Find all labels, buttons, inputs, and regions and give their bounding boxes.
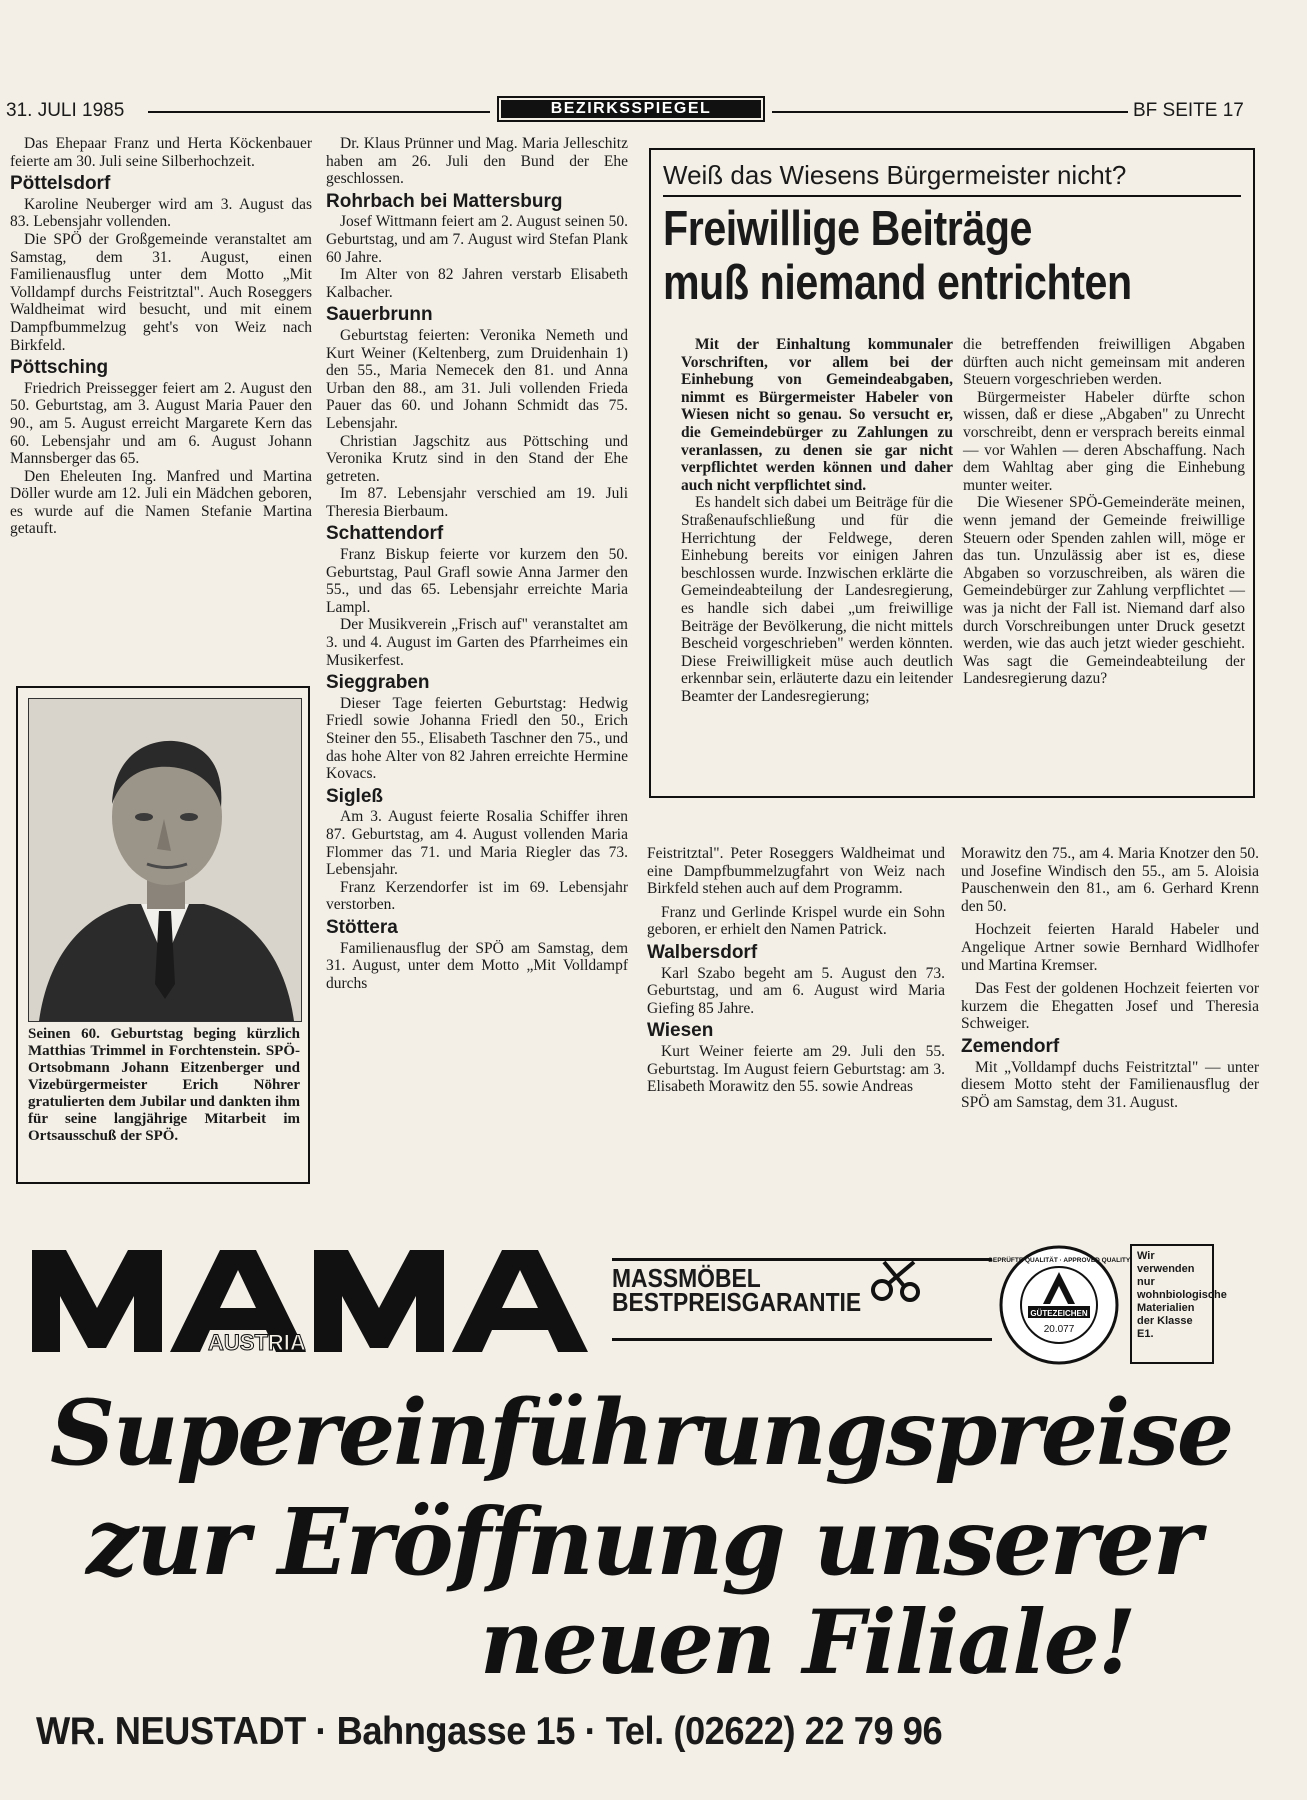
place-heading: Zemendorf <box>961 1035 1060 1057</box>
paragraph: Friedrich Preissegger feiert am 2. August den 50. Geburtstag, am 3. August Maria Pauer den 90., am 5. August erreicht Margarete Kern das 60. Lebensjahr und am 6. August Johann Mannsberger das 65. <box>10 379 312 468</box>
article-lead: Mit der Einhaltung kommunaler Vorschriften, vor allem bei der Einhebung von Gemeindeabgaben, nimmt es Bürgermeister Habeler von Wiesen nicht so genau. So versucht er, die Gemeindebürger zu Zahlungen zu veranlassen, zu denen sie gar nicht verpflichtet werden können und daher auch nicht verpflichtet sind. <box>681 336 953 494</box>
paragraph: Den Eheleuten Ing. Manfred und Martina Döller wurde am 12. Juli ein Mädchen geboren, es wurde auf die Namen Stefanie Martina getauft. <box>10 467 312 538</box>
headline-line-2: muß niemand entrichten <box>663 256 1132 310</box>
header-rule-right <box>772 111 1128 113</box>
portrait-illustration <box>29 699 301 1021</box>
logo-austria: AUSTRIA <box>208 1330 306 1355</box>
paragraph: Dieser Tage feierten Geburtstag: Hedwig Friedl sowie Johanna Friedl den 50., Erich Steiner den 55., Elisabeth Taschner den 75., und das hohe Alter von 82 Jahren erreichte Hermine Kovacs. <box>326 694 628 783</box>
paragraph: Am 3. August feierte Rosalia Schiffer ihren 87. Geburtstag, am 4. August vollenden Maria Flommer das 71. und Maria Riegler das 73. Lebensjahr. <box>326 808 628 879</box>
place-heading: Pöttsching <box>10 357 109 379</box>
issue-date: 31. JULI 1985 <box>6 100 125 121</box>
ad-rule-bottom <box>612 1338 992 1341</box>
ad-tagline <box>612 1263 862 1317</box>
article-kicker: Weiß das Wiesens Bürgermeister nicht? <box>663 160 1127 190</box>
bio-material-box: Wir verwenden nur wohnbiologische Materialien der Klasse E1. <box>1130 1244 1214 1364</box>
paragraph: Familienausflug der SPÖ am Samstag, dem 31. August, unter dem Motto „Mit Volldampf durchs <box>326 939 628 992</box>
page-number: BF SEITE 17 <box>1133 100 1244 121</box>
paragraph: Im Alter von 82 Jahren verstarb Elisabeth Kalbacher. <box>326 266 628 301</box>
seal-label: GÜTEZEICHEN <box>1030 1309 1088 1318</box>
paragraph: Karoline Neuberger wird am 3. August das 83. Lebensjahr vollenden. <box>10 195 312 231</box>
header-rule-left <box>148 111 490 113</box>
article-column-1 <box>681 336 953 705</box>
paragraph: Die Wiesener SPÖ-Gemeinderäte meinen, wenn jemand der Gemeinde freiwillige Steuern oder Spenden zahlen will, möge er das tun. Unzulässig aber ist es, diese Abgaben so vorzuschreiben, als wären die Gemeindebürger zur Zahlung verpflichtet — was ja nicht der Fall ist. Niemand darf also durch Vorschreibungen unter Druck gesetzt werden, wie das auch jetzt wieder geschieht. Was sagt die Gemeindeabteilung der Landesregierung dazu? <box>963 494 1245 688</box>
paragraph: Karl Szabo begeht am 5. August den 73. Geburtstag, und am 6. August wird Maria Giefing 85 Jahre. <box>647 964 945 1017</box>
place-heading: Walbersdorf <box>647 941 758 963</box>
place-heading: Sigleß <box>326 785 384 807</box>
mama-austria-logo <box>32 1250 598 1355</box>
paragraph: Kurt Weiner feierte am 29. Juli den 55. Geburtstag. Im August feiern Geburtstag: am 3. Elisabeth Morawitz den 55. sowie Andreas <box>647 1042 945 1096</box>
column-2 <box>326 135 628 992</box>
place-heading: Sieggraben <box>326 672 430 694</box>
section-label-box <box>497 96 765 122</box>
place-heading: Wiesen <box>647 1020 714 1042</box>
paragraph: Franz und Gerlinde Krispel wurde ein Sohn geboren, er erhielt den Namen Patrick. <box>647 903 945 939</box>
section-label: BEZIRKSSPIEGEL <box>501 100 761 118</box>
quality-seal-icon <box>987 1244 1131 1366</box>
photo-caption: Seinen 60. Geburtstag beging kürzlich Matthias Trimmel in Forchtenstein. SPÖ-Ortsobmann Johann Eitzenberger und Vizebürgermeister Erich Nöhrer gratulierten dem Jubilar und dankten ihm für seine langjährige Mitarbeit im Ortsausschuß der SPÖ. <box>28 1026 300 1144</box>
column-4 <box>961 845 1259 1111</box>
paragraph: Das Ehepaar Franz und Herta Köckenbauer feierte am 30. Juli seine Silberhochzeit. <box>10 135 312 170</box>
photo-box <box>16 686 310 1184</box>
column-3 <box>647 845 945 1096</box>
script-line-1: Supereinführungspreise <box>50 1380 1233 1486</box>
paragraph: Christian Jagschitz aus Pöttsching und Veronika Krutz sind in den Stand der Ehe getreten. <box>326 432 628 485</box>
scissors-icon <box>870 1258 926 1302</box>
seal-number: 20.077 <box>1043 1324 1075 1335</box>
paragraph: Hochzeit feierten Harald Habeler und Angelique Artner sowie Bernhard Widlhofer und Martina Kremser. <box>961 921 1259 974</box>
article-headline <box>663 202 1155 310</box>
article-column-2 <box>963 336 1245 688</box>
ad-tagline-line-2: BESTPREISGARANTIE <box>612 1287 862 1317</box>
portrait-photo <box>28 698 302 1022</box>
paragraph: die betreffenden freiwilligen Abgaben dürften auch nicht gemeinsam mit anderen Steuern vorgeschrieben werden. <box>963 336 1245 389</box>
kicker-rule <box>663 195 1241 197</box>
boxed-article <box>649 148 1255 798</box>
place-heading: Schattendorf <box>326 523 444 545</box>
paragraph: Franz Biskup feierte vor kurzem den 50. Geburtstag, Paul Grafl sowie Anna Jarmer den 55., und das 65. Lebensjahr erreichte Maria Lampl. <box>326 546 628 616</box>
paragraph: Die SPÖ der Großgemeinde veranstaltet am Samstag, dem 31. August, einen Familienausflug unter dem Motto „Mit Volldampf durchs Feistritztal". Auch Roseggers Waldheimat wird besucht, und mit einem Dampfbummelzug geht's von Weiz nach Birkfeld. <box>10 230 312 354</box>
place-heading: Sauerbrunn <box>326 304 433 326</box>
seal-ring-text: GEPRÜFTE QUALITÄT · APPROVED QUALITY <box>987 1257 1131 1264</box>
paragraph: Es handelt sich dabei um Beiträge für die Straßenaufschließung und für die Herrichtung der Feldwege, deren Einhebung bereits vor einigen Jahren beschlossen wurde. Inzwischen erklärte die Gemeindeabteilung der Landesregierung, es handle sich dabei „um freiwillige Beiträge der Bevölkerung, die nicht mittels Bescheid vorgeschrieben" werden könnten. Diese Freiwilligkeit müse auch deutlich erkennbar sein, erläuterte dazu ein leitender Beamter der Landesregierung; <box>681 494 953 705</box>
script-line-3: neuen Filiale! <box>480 1590 1135 1694</box>
place-heading: Rohrbach bei Mattersburg <box>326 190 563 212</box>
paragraph: Das Fest der goldenen Hochzeit feierten vor kurzem die Ehegatten Josef und Theresia Schweiger. <box>961 980 1259 1033</box>
headline-line-1: Freiwillige Beiträge <box>663 202 1033 256</box>
paragraph: Der Musikverein „Frisch auf" veranstaltet am 3. und 4. August im Garten des Pfarrheimes ein Musikerfest. <box>326 616 628 669</box>
place-heading: Stöttera <box>326 916 398 938</box>
ad-rule-top <box>612 1258 992 1261</box>
paragraph: Dr. Klaus Prünner und Mag. Maria Jelleschitz haben am 26. Juli den Bund der Ehe geschlossen. <box>326 135 628 188</box>
paragraph: Geburtstag feierten: Veronika Nemeth und Kurt Weiner (Keltenberg, zum Druidenhain 1) den 55., Maria Nemecek den 81. und Anna Urban den 88., am 31. Juli vollenden Frieda Pauer das 60. und Johann Schmidt das 75. Lebensjahr. <box>326 326 628 432</box>
place-heading: Pöttelsdorf <box>10 173 111 195</box>
ad-address: WR. NEUSTADT · Bahngasse 15 · Tel. (02622) 22 79 96 <box>36 1710 943 1753</box>
column-1 <box>10 135 312 538</box>
paragraph: Mit „Volldampf duchs Feistritztal" — unter diesem Motto steht der Familienausflug der SPÖ am Samstag, dem 31. August. <box>961 1058 1259 1111</box>
paragraph: Morawitz den 75., am 4. Maria Knotzer den 50. und Josefine Windisch den 55., am 5. Aloisia Pauschenwein den 81., am 6. Gerhard Krenn den 50. <box>961 845 1259 915</box>
paragraph: Bürgermeister Habeler dürfte schon wissen, daß er diese „Abgaben" zu Unrecht vorschreibt, denn er versprach bereits einmal — vor Wahlen — deren Abschaffung. Nach dem Wahltag aber ging die Einhebung munter weiter. <box>963 388 1245 494</box>
paragraph: Josef Wittmann feiert am 2. August seinen 50. Geburtstag, und am 7. August wird Stefan Plank 60 Jahre. <box>326 213 628 266</box>
ad-tagline-line-1: MASSMÖBEL <box>612 1263 761 1293</box>
paragraph: Im 87. Lebensjahr verschied am 19. Juli Theresia Bierbaum. <box>326 485 628 520</box>
paragraph: Feistritztal". Peter Roseggers Waldheimat und eine Dampfbummelzugfahrt von Weiz nach Birkfeld stehen auch auf dem Programm. <box>647 845 945 898</box>
script-line-2: zur Eröffnung unserer <box>86 1488 1200 1596</box>
paragraph: Franz Kerzendorfer ist im 69. Lebensjahr verstorben. <box>326 878 628 914</box>
